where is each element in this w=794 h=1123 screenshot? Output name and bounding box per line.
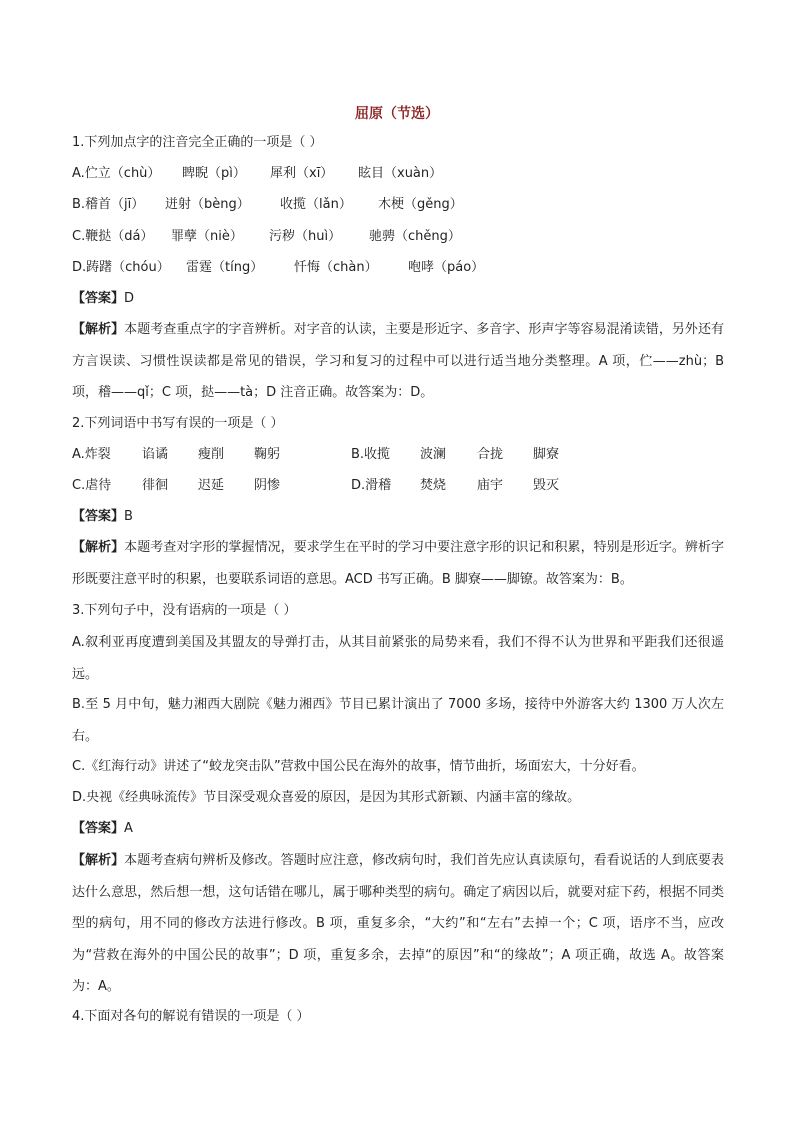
question-3-stem: 3.下列句子中，没有语病的一项是（ ）	[72, 603, 297, 618]
option-item: 鞠躬	[254, 447, 281, 462]
option-item: 咆哮（páo）	[408, 260, 485, 275]
answer-value: B	[124, 509, 133, 524]
option-item: 犀利（xī）	[270, 166, 334, 181]
question-2-answer	[72, 508, 133, 526]
question-1-answer	[72, 290, 134, 308]
question-3-option-d: D.央视《经典咏流传》节目深受观众喜爱的原因，是因为其形式新颖、内涵丰富的缘故。	[72, 790, 581, 805]
question-2-stem: 2.下列词语中书写有误的一项是（ ）	[72, 416, 284, 431]
analysis-text: 本题考查重点字的字音辨析。对字音的认读，主要是形近字、多音字、形声字等容易混淆读错，另外还有方言误读、习惯性误读都是常见的错误，学习和复习的过程中可以进行适当地分类整理。A 项，伫——zhù；B 项，稽——qǐ；C 项，挞——tà；D 注音正确。故答案为：D。	[72, 322, 724, 400]
analysis-text: 本题考查对字形的掌握情况，要求学生在平时的学习中要注意字形的识记和积累，特别是形近字。辨析字形既要注意平时的积累，也要联系词语的意思。ACD 书写正确。B 脚寮——脚镣。故答案为：B。	[72, 540, 724, 587]
question-4-stem: 4.下面对各句的解说有错误的一项是（ ）	[72, 1009, 310, 1024]
option-item: 阴惨	[254, 478, 281, 493]
option-item: C.虐待	[72, 478, 112, 493]
answer-tag: 【答案】	[72, 821, 125, 836]
option-item: 波澜	[420, 447, 447, 462]
option-item: A.伫立（chù）	[72, 166, 161, 181]
question-1-analysis	[72, 314, 724, 410]
option-item: 毁灭	[533, 478, 560, 493]
option-item: 瘦削	[198, 447, 225, 462]
page-title: 屈原（节选）	[355, 106, 439, 122]
option-item: 木梗（gěng）	[378, 197, 463, 212]
option-item: 忏悔（chàn）	[294, 260, 378, 275]
answer-value: A	[124, 821, 133, 836]
option-item: B.稽首（jī）	[72, 197, 145, 212]
option-item: 收揽（lǎn）	[280, 197, 352, 212]
option-item: 庙宇	[477, 478, 504, 493]
option-item: 焚烧	[420, 478, 447, 493]
answer-value: D	[124, 291, 135, 306]
option-item: 谄谲	[142, 447, 169, 462]
analysis-tag: 【解析】	[72, 853, 125, 868]
option-item: 污秽（huì）	[269, 229, 342, 244]
question-3-analysis	[72, 845, 724, 1003]
option-item: 眩目（xuàn）	[358, 166, 443, 181]
answer-tag: 【答案】	[72, 291, 125, 306]
option-item: 罪孽（niè）	[171, 229, 243, 244]
option-item: 睥睨（pì）	[182, 166, 246, 181]
question-3-option-a: A.叙利亚再度遭到美国及其盟友的导弹打击，从其目前紧张的局势来看，我们不得不认为世界和平距我们还很遥远。	[72, 635, 724, 682]
option-item: A.炸裂	[72, 447, 111, 462]
option-item: 脚寮	[533, 447, 560, 462]
option-item: 迸射（bèng）	[165, 197, 250, 212]
option-item: 迟延	[198, 478, 225, 493]
option-item: D.滑稽	[351, 478, 392, 493]
option-item: D.踌躇（chóu）	[72, 260, 170, 275]
analysis-text: 本题考查病句辨析及修改。答题时应注意，修改病句时，我们首先应认真读原句，看看说话的人到底要表达什么意思，然后想一想，这句话错在哪儿，属于哪种类型的病句。确定了病因以后，就要对症下药，根据不同类型的病句，用不同的修改方法进行修改。B 项，重复多余，“大约”和“左右”去掉一个；C 项，语序不当，应改为“营救在海外的中国公民的故事”；D 项，重复多余，去掉“的原因”和“的缘故”；A 项正确，故选 A。故答案为：A。	[72, 853, 724, 994]
option-item: 驰骋（chěng）	[369, 229, 461, 244]
question-3-answer	[72, 820, 133, 838]
question-3-option-b: B.至 5 月中旬，魅力湘西大剧院《魅力湘西》节目已累计演出了 7000 多场，接待中外游客大约 1300 万人次左右。	[72, 697, 724, 744]
question-3-option-c: C.《红海行动》讲述了“蛟龙突击队”营救中国公民在海外的故事，情节曲折，场面宏大，十分好看。	[72, 759, 645, 774]
option-item: 徘徊	[142, 478, 169, 493]
answer-tag: 【答案】	[72, 509, 125, 524]
option-item: 雷霆（tíng）	[186, 260, 264, 275]
option-item: C.鞭挞（dá）	[72, 229, 154, 244]
analysis-tag: 【解析】	[72, 540, 125, 555]
question-1-stem: 1.下列加点字的注音完全正确的一项是（ ）	[72, 135, 323, 150]
option-item: B.收揽	[351, 447, 391, 462]
analysis-tag: 【解析】	[72, 322, 125, 337]
question-2-analysis	[72, 532, 724, 596]
option-item: 合拢	[477, 447, 504, 462]
